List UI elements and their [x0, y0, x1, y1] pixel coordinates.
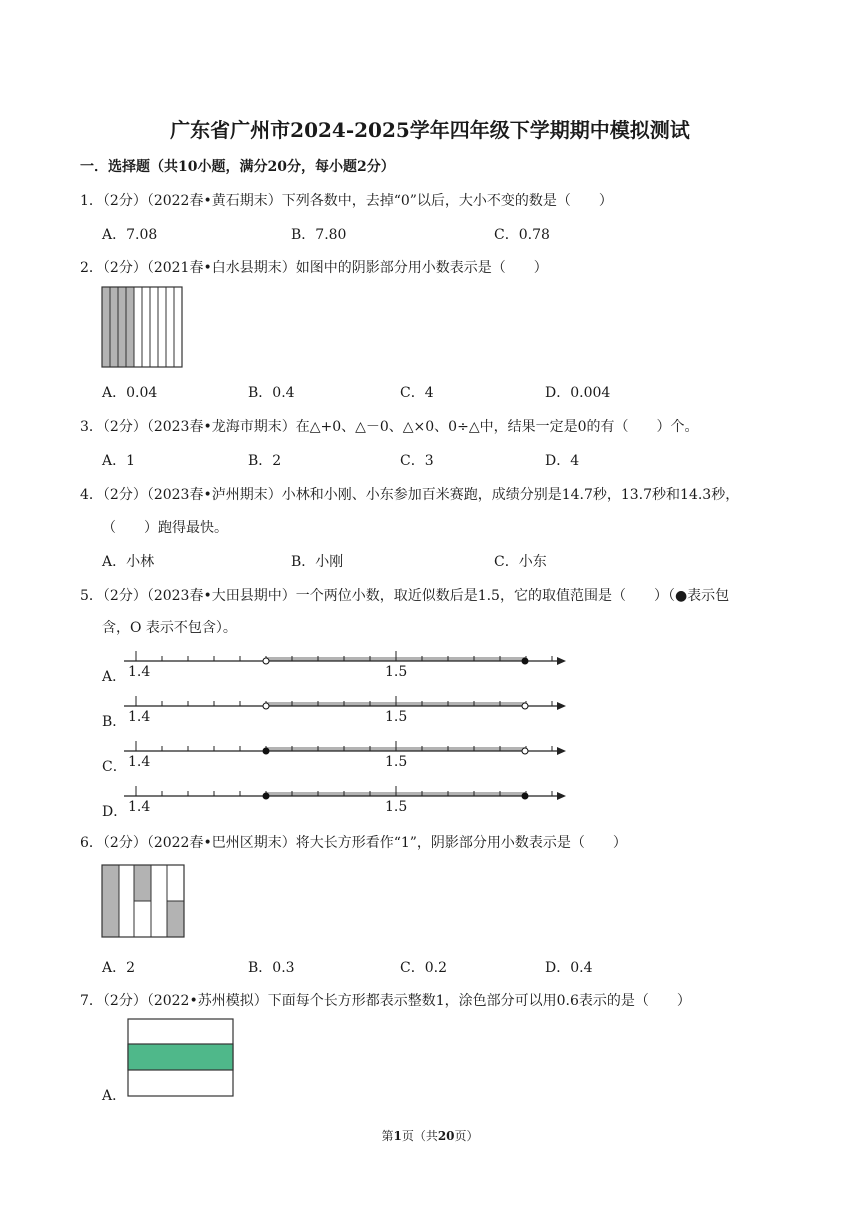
numberline-a-start-label: 1.4: [128, 664, 151, 680]
numberline-b-shaded-range: [266, 702, 525, 706]
q3-option-d[interactable]: D．4: [545, 453, 580, 469]
question-7-text: 7．（2分）（2022•苏州模拟）下面每个长方形都表示整数1，涂色部分可以用0.6表示的是（ ）: [80, 993, 691, 1009]
numberline-b-arrow: [557, 702, 566, 710]
q3-option-b[interactable]: B．2: [248, 453, 282, 469]
numberline-c-shaded-range: [266, 747, 525, 751]
question-3-text: 3．（2分）（2023春•龙海市期末）在△+0、△－0、△×0、0÷△中，结果一定是0的有（ ）个。: [80, 419, 699, 435]
q6-option-c[interactable]: C．0.2: [400, 960, 447, 976]
footer-page-number: 1: [393, 1129, 402, 1143]
page-title: 广东省广州市2024-2025学年四年级下学期期中模拟测试: [170, 118, 690, 142]
footer-prefix: 第: [381, 1129, 394, 1143]
q6-rectangle-figure: [102, 865, 184, 937]
question-1-text: 1．（2分）（2022春•黄石期末）下列各数中，去掉“0”以后，大小不变的数是（ ）: [80, 193, 613, 209]
section-heading: 一．选择题（共10小题，满分20分，每小题2分）: [80, 159, 395, 175]
footer-suffix: 页）: [454, 1129, 479, 1143]
numberline-a-left-endpoint: [263, 658, 269, 664]
question-5-text-cont: 含，O 表示不包含）。: [102, 620, 237, 636]
numberline-d-arrow: [557, 792, 566, 800]
q5-option-c[interactable]: C．: [102, 759, 127, 775]
q1-option-c[interactable]: C．0.78: [494, 227, 550, 243]
footer-total-pages: 20: [437, 1129, 455, 1143]
numberline-b-left-endpoint: [263, 703, 269, 709]
question-2-text: 2．（2分）（2021春•白水县期末）如图中的阴影部分用小数表示是（ ）: [80, 260, 548, 276]
q6-option-a[interactable]: A．2: [102, 960, 136, 976]
q4-option-b[interactable]: B．小刚: [291, 554, 344, 570]
numberline-c-right-endpoint: [522, 748, 528, 754]
numberline-d-right-endpoint: [522, 793, 528, 799]
numberline-c-arrow: [557, 747, 566, 755]
numberline-a-mid-label: 1.5: [385, 664, 408, 680]
numberline-d-mid-label: 1.5: [385, 799, 408, 815]
q2-option-a[interactable]: A．0.04: [102, 385, 158, 401]
q7-option-a[interactable]: A．: [102, 1088, 127, 1104]
q5-option-d[interactable]: D．: [102, 804, 128, 820]
q3-option-a[interactable]: A．1: [102, 453, 136, 469]
q2-option-c[interactable]: C．4: [400, 385, 434, 401]
page-footer: [0, 1127, 860, 1144]
q6-option-b[interactable]: B．0.3: [248, 960, 295, 976]
q2-option-b[interactable]: B．0.4: [248, 385, 295, 401]
numberline-b-start-label: 1.4: [128, 709, 151, 725]
numberline-a-right-endpoint: [522, 658, 528, 664]
numberline-b-mid-label: 1.5: [385, 709, 408, 725]
question-5-text: 5．（2分）（2023春•大田县期中）一个两位小数，取近似数后是1.5，它的取值范围是（ ）（●表示包: [80, 588, 730, 604]
numberline-d-left-endpoint: [263, 793, 269, 799]
q5-option-b[interactable]: B．: [102, 714, 127, 730]
numberline-c-left-endpoint: [263, 748, 269, 754]
numberline-d-start-label: 1.4: [128, 799, 151, 815]
q2-decimal-grid-figure: [102, 287, 182, 367]
numberline-b-right-endpoint: [522, 703, 528, 709]
q3-option-c[interactable]: C．3: [400, 453, 434, 469]
q7-option-a-figure: [128, 1019, 233, 1096]
numberline-a-arrow: [557, 657, 566, 665]
numberline-a-shaded-range: [266, 657, 525, 661]
footer-middle: 页（共: [401, 1129, 438, 1143]
q4-option-a[interactable]: A．小林: [102, 554, 155, 570]
question-4-text: 4．（2分）（2023春•泸州期末）小林和小刚、小东参加百米赛跑，成绩分别是14.7秒，13.7秒和14.3秒，: [80, 487, 740, 503]
question-4-text-cont: （ ）跑得最快。: [102, 520, 228, 536]
numberline-d-shaded-range: [266, 792, 525, 796]
numberline-c-start-label: 1.4: [128, 754, 151, 770]
numberline-c-mid-label: 1.5: [385, 754, 408, 770]
q6-option-d[interactable]: D．0.4: [545, 960, 593, 976]
q5-option-a[interactable]: A．: [102, 669, 127, 685]
q4-option-c[interactable]: C．小东: [494, 554, 547, 570]
q2-option-d[interactable]: D．0.004: [545, 385, 611, 401]
question-6-text: 6．（2分）（2022春•巴州区期末）将大长方形看作“1”，阴影部分用小数表示是（ ）: [80, 835, 627, 851]
q1-option-a[interactable]: A．7.08: [102, 227, 158, 243]
q1-option-b[interactable]: B．7.80: [291, 227, 347, 243]
